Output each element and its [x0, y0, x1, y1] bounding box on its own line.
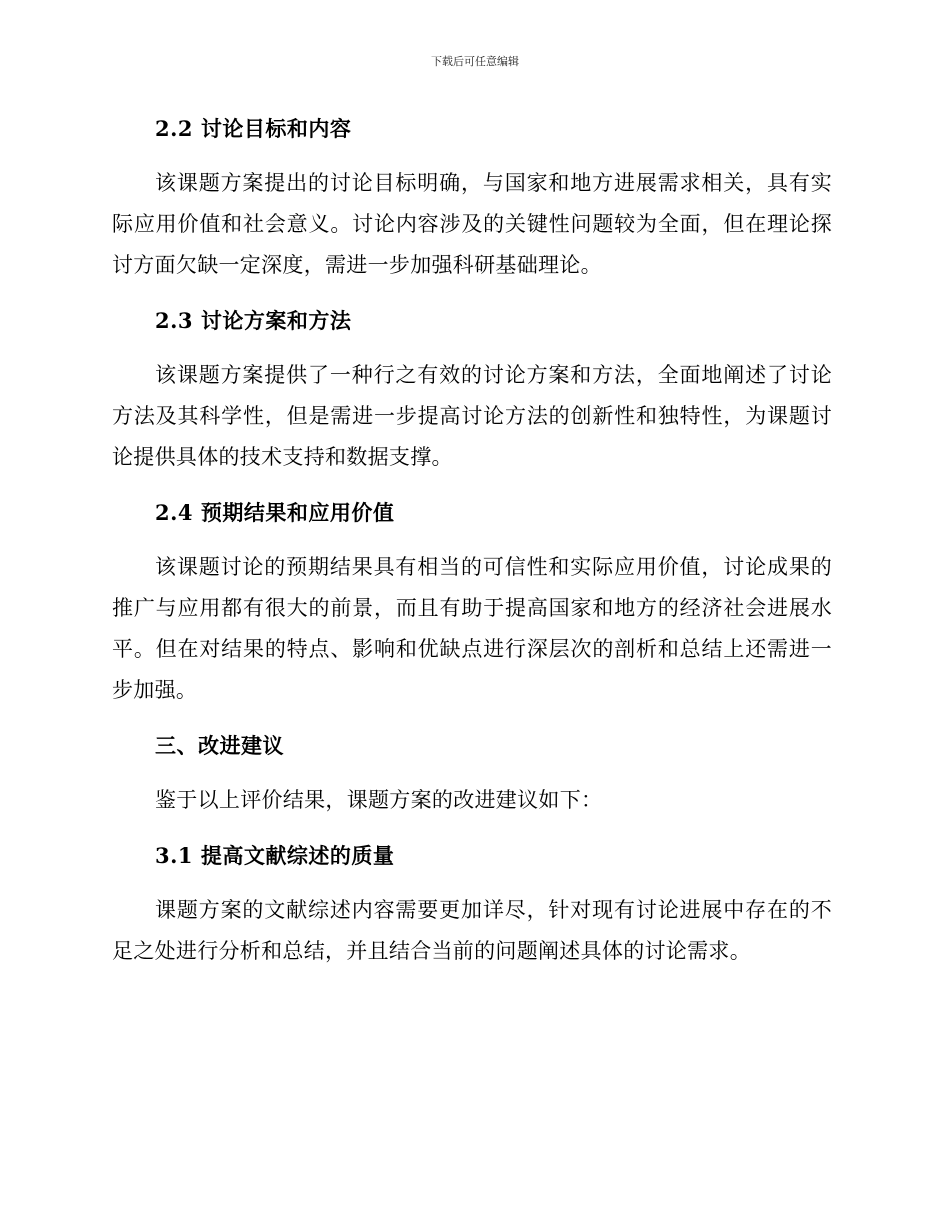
section-heading: 2.3 讨论方案和方法 [155, 308, 352, 333]
section-paragraph: 该课题方案提出的讨论目标明确，与国家和地方进展需求相关，具有实际应用价值和社会意义。讨论内容涉及的关键性问题较为全面，但在理论探讨方面欠缺一定深度，需进一步加强科研基础理论。 [112, 171, 832, 277]
section-heading: 三、改进建议 [155, 733, 284, 758]
section-heading: 3.1 提高文献综述的质量 [155, 843, 395, 868]
section-paragraph: 该课题讨论的预期结果具有相当的可信性和实际应用价值，讨论成果的推广与应用都有很大的前景，而且有助于提高国家和地方的经济社会进展水平。但在对结果的特点、影响和优缺点进行深层次的剖析和总结上还需进一步加强。 [112, 555, 832, 702]
section-heading: 2.4 预期结果和应用价值 [155, 500, 395, 525]
section-heading: 2.2 讨论目标和内容 [155, 116, 352, 141]
page-header: 下载后可任意编辑 [431, 55, 519, 68]
document-body [112, 108, 832, 972]
section-paragraph: 鉴于以上评价结果，课题方案的改进建议如下： [155, 788, 603, 812]
section-paragraph: 该课题方案提供了一种行之有效的讨论方案和方法，全面地阐述了讨论方法及其科学性，但是需进一步提高讨论方法的创新性和独特性，为课题讨论提供具体的技术支持和数据支撑。 [112, 363, 832, 469]
section-paragraph: 课题方案的文献综述内容需要更加详尽，针对现有讨论进展中存在的不足之处进行分析和总结，并且结合当前的问题阐述具体的讨论需求。 [112, 898, 832, 963]
